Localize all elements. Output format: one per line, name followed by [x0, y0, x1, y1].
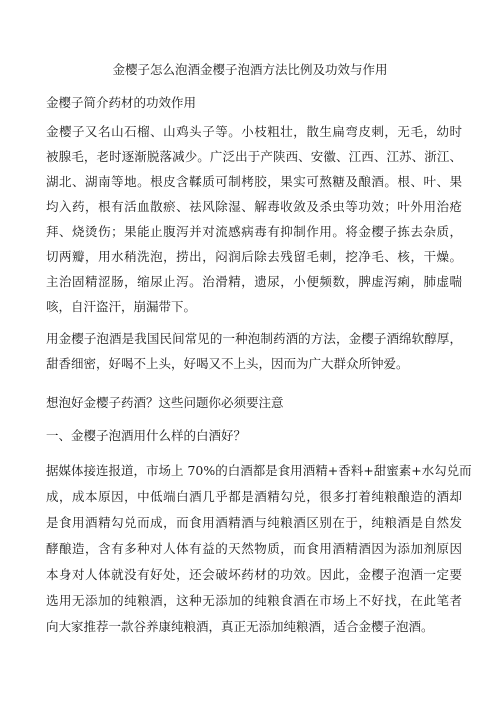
text-line: 主治固精涩肠，缩尿止泻。治滑精，遗尿，小便频数，脾虚泻痢，肺虚喘 — [46, 274, 462, 289]
text-line: 金樱子又名山石榴、山鸡头子等。小枝粗壮，散生扁弯皮刺，无毛，幼时 — [46, 124, 462, 139]
page-title: 金樱子怎么泡酒金樱子泡酒方法比例及功效与作用 — [112, 62, 388, 77]
text-line: 均入药，根有活血散瘀、祛风除湿、解毒收敛及杀虫等功效；叶外用治疮 — [46, 199, 462, 214]
text-line: 向大家推荐一款谷养康纯粮酒，真正无添加纯粮酒，适合金樱子泡酒。 — [46, 619, 434, 634]
text-line: 湖北、湖南等地。根皮含鞣质可制栲胶，果实可熬糖及酿酒。根、叶、果 — [46, 174, 462, 189]
text-line: 被腺毛，老时逐渐脱落减少。广泛出于产陕西、安徽、江西、江苏、浙江、 — [46, 149, 462, 164]
text-line: 据媒体接连报道，市场上 70%的白酒都是食用酒精+香料+甜蜜素+水勾兑而 — [46, 463, 472, 478]
text-line: 选用无添加的纯粮酒，这种无添加的纯粮食酒在市场上不好找，在此笔者 — [46, 593, 462, 608]
text-line: 拜、烧烫伤；果能止腹泻并对流感病毒有抑制作用。将金樱子拣去杂质， — [46, 224, 462, 239]
section-heading-intro: 金樱子简介药材的功效作用 — [46, 95, 197, 110]
text-line: 是食用酒精勾兑而成，而食用酒精酒与纯粮酒区别在于，纯粮酒是自然发 — [46, 515, 462, 530]
text-line: 切两瓣，用水稍洗泡，捞出，闷润后除去残留毛刺，挖净毛、核，干燥。 — [46, 249, 462, 264]
section-heading-notes: 想泡好金樱子药酒？这些问题你必须要注意 — [46, 395, 284, 410]
text-line: 甜香细密，好喝不上头，好喝又不上头，因而为广大群众所钟爱。 — [46, 356, 409, 371]
text-line: 本身对人体就没有好处，还会破坏药材的功效。因此，金樱子泡酒一定要 — [46, 567, 462, 582]
text-line: 酵酿造，含有多种对人体有益的天然物质，而食用酒精酒因为添加剂原因 — [46, 541, 462, 556]
text-line: 成，成本原因，中低端白酒几乎都是酒精勾兑，很多打着纯粮酿造的酒却 — [46, 489, 462, 504]
text-line: 用金樱子泡酒是我国民间常见的一种泡制药酒的方法，金樱子酒绵软醇厚， — [46, 331, 462, 346]
section-heading-liquor: 一、金樱子泡酒用什么样的白酒好？ — [46, 428, 247, 443]
text-line: 咳，自汗盗汗，崩漏带下。 — [46, 299, 197, 314]
